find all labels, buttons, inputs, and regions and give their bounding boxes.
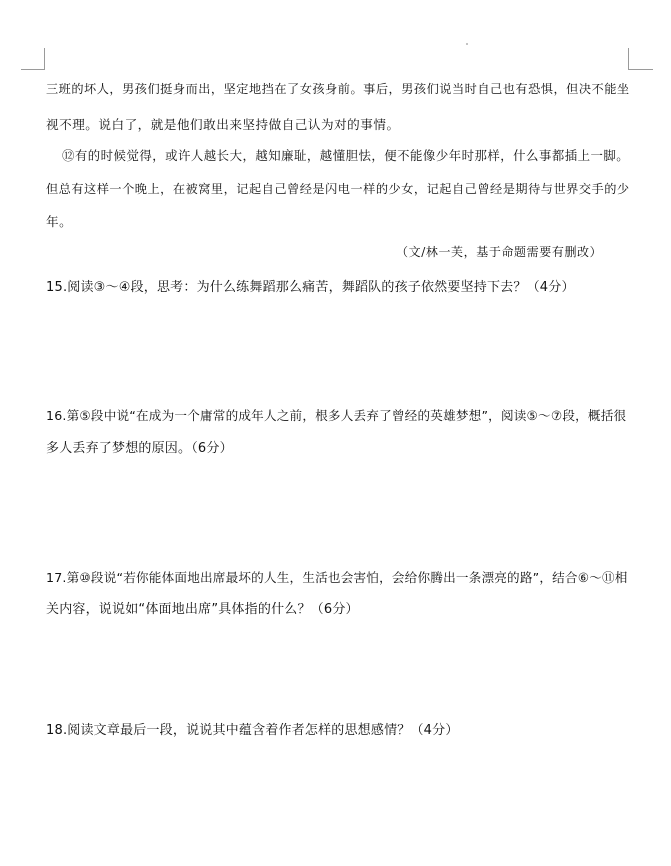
passage-line-2: 视不理。说白了，就是他们敢出来坚持做自己认为对的事情。: [46, 117, 400, 132]
question-17-line-2: 关内容，说说如“体面地出席”具体指的什么？（6分）: [46, 602, 359, 617]
question-16-line-2: 多人丢弃了梦想的原因。（6分）: [46, 441, 233, 456]
question-18: 18.阅读文章最后一段，说说其中蕴含着作者怎样的思想感情？（4分）: [46, 723, 459, 738]
passage-source: （文/林一芙，基于命题需要有删改）: [396, 245, 603, 259]
passage-line-1: 三班的坏人，男孩们挺身而出，坚定地挡在了女孩身前。事后，男孩们说当时自己也有恐惧，但决不能坐: [46, 82, 630, 96]
header-dot: [466, 43, 468, 45]
question-16-line-1: 16.第⑤段中说“在成为一个庸常的成年人之前，根多人丢弃了曾经的英雄梦想”，阅读⑤～⑦段，概括很: [46, 408, 627, 423]
passage-line-3: ⑫有的时候觉得，或许人越长大，越知廉耻，越懂胆怯，便不能像少年时那样，什么事都插上一脚。: [62, 148, 630, 163]
crop-mark-top-left: [21, 48, 45, 70]
passage-line-5: 年。: [46, 214, 73, 229]
crop-mark-top-right: [628, 48, 653, 70]
question-15: 15.阅读③～④段，思考：为什么练舞蹈那么痛苦，舞蹈队的孩子依然要坚持下去？（4分）: [46, 280, 575, 295]
passage-line-4: 但总有这样一个晚上，在被窝里，记起自己曾经是闪电一样的少女，记起自己曾经是期待与世界交手的少: [46, 182, 630, 196]
question-17-line-1: 17.第⑩段说“若你能体面地出席最坏的人生，生活也会害怕，会给你腾出一条漂亮的路”，结合⑥～⑪相: [46, 570, 628, 585]
